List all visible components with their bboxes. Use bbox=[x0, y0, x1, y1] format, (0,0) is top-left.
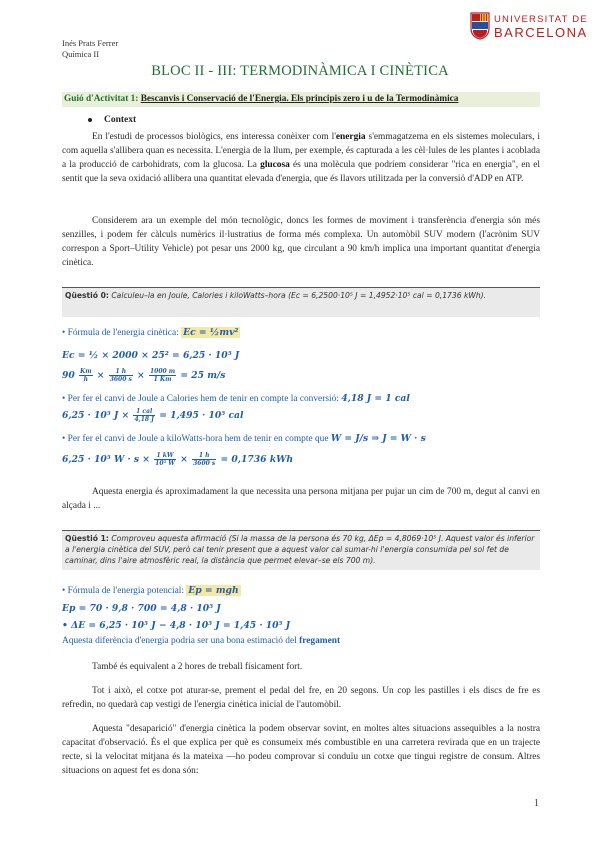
paragraph-3: Aquesta energia és aproximadament la que necessita una persona mitjana per pujar un cim de 700 m, degut al canvi en alçada i ... bbox=[62, 487, 540, 512]
calorie-conversion-label: • Per fer el canvi de Joule a Calories hem de tenir en compte la conversió: bbox=[62, 394, 342, 404]
author-name: Inés Prats Ferrer bbox=[62, 38, 119, 48]
university-logo bbox=[470, 12, 588, 44]
fraction-h-s bbox=[109, 368, 133, 383]
context-heading bbox=[88, 115, 136, 125]
kinetic-formula: Ec = ½mv² bbox=[183, 327, 239, 338]
kwh-conversion-relation: W = J/s ⇒ J = W · s bbox=[330, 433, 426, 444]
p1-bold-glucosa: glucosa bbox=[260, 160, 290, 171]
kwh-eq-left: 6,25 · 10⁵ W · s × bbox=[62, 454, 150, 465]
speed-conversion-equation: 90 $\frac{Km}{h}$ × $\frac{1 h}{3600 s}$ × $\frac{1000 m}{1 Km}$ = 25 m/s bbox=[62, 368, 226, 383]
kinetic-formula-label: • Fórmula de l'energia cinètica: bbox=[62, 328, 182, 338]
activity-guide-banner bbox=[62, 92, 540, 107]
question-1-text: Comproveu aquesta afirmació (Si la massa de la persona és 70 kg, ΔEp = 4,8069·10⁵ J. Aquest valor és inferior a l'energia cinètica del SUV, però cal tenir present que a aquest valor cal sumar-hi l'energia consumida pel sol fet de caminar, dins l'aire atmosfèric real, la distància que permet elevar–se els 700 m). bbox=[65, 534, 535, 565]
fraction-kw-w bbox=[154, 452, 176, 467]
frac-den: 4,18 J bbox=[134, 416, 154, 423]
kinetic-formula-line bbox=[62, 326, 240, 340]
frac-num: 1 cal bbox=[133, 408, 155, 416]
friction-estimation-note bbox=[62, 636, 340, 646]
friction-note-bold: fregament bbox=[299, 636, 341, 646]
frac-den: 10³ W bbox=[155, 460, 175, 467]
p1-text-c: s'emmagatzema en els sistemes moleculars, i com aquella s'allibera quan es necessita. L'energia de la llum, per exemple, és capturada a les cèl·lules de les plantes i acoblada a la producció de carbohidrats, com la glucosa. La bbox=[62, 132, 540, 171]
p1-text-e: és una molècula que podríem considerar "rica en energia", en el sentit que la seva oxidació allibera una quantitat elevada d'energia, que és llavors utilitzada per la conversió d'ADP en ATP. bbox=[62, 160, 540, 185]
potential-formula: Ep = mgh bbox=[188, 585, 239, 596]
paragraph-1 bbox=[62, 130, 540, 186]
context-heading-text: Context bbox=[104, 115, 137, 125]
speed-result: = 25 m/s bbox=[180, 370, 226, 381]
bullet-icon bbox=[88, 118, 92, 122]
page-title: BLOC II - III: TERMODINÀMICA I CINÈTICA bbox=[151, 63, 449, 79]
speed-value: 90 bbox=[62, 370, 75, 381]
frac-num: Km bbox=[80, 368, 92, 375]
logo-text-line2: BARCELONA bbox=[494, 25, 588, 40]
friction-note-text: Aquesta diferència d'energia podria ser una bona estimació del bbox=[62, 636, 300, 646]
kwh-eq-result: = 0,1736 kWh bbox=[220, 454, 294, 465]
paragraph-6: Aquesta "desaparició" d'energia cinètica la podem observar sovint, en moltes altes situacions assequibles a la nostra capacitat d'observació. És el que explica per què es consumeix més combustible en una carretera revirada que en un trajecte recte, si la velocitat mitjana és la mateixa —ho podeu comprovar si conduïu un cotxe que tingui registre de consum. Altres situacions on aquest fet es dona són: bbox=[62, 724, 540, 777]
paragraph-4: També és equivalent a 2 hores de treball físicament fort. bbox=[92, 662, 303, 672]
frac-num: 1 h bbox=[192, 452, 216, 460]
frac-num: 1000 m bbox=[149, 368, 176, 375]
potential-formula-line bbox=[62, 584, 241, 598]
kwh-conversion-label: • Per fer el canvi de Joule a kiloWatts-hora hem de tenir en compte que bbox=[62, 434, 331, 444]
kwh-equation: 6,25 · 10⁵ W · s × $\frac{1 kW}{\text{10³ W}}$ × $\frac{1 h}{3600 s}$ = 0,1736 kWh bbox=[62, 452, 294, 467]
calorie-eq-left: 6,25 · 10⁵ J × bbox=[62, 410, 130, 421]
kwh-conversion-line bbox=[62, 432, 426, 446]
fraction-m-km bbox=[149, 368, 176, 383]
calorie-conversion-factor: 4,18 J = 1 cal bbox=[341, 393, 410, 404]
frac-num: 1 kW bbox=[154, 452, 176, 460]
fraction-h-s-2 bbox=[192, 452, 216, 467]
paragraph-2: Considerem ara un exemple del món tecnològic, doncs les formes de moviment i transferència d'energia són més senzilles, i podem fer càlculs numèrics il·lustratius de forma més complexa. Un automòbil SUV modern (l'acrònim SUV correspon a Sport–Utility Vehicle) pot pesar uns 2000 kg, que circulant a 90 km/h implica una important quantitat d'energia cinètica. bbox=[62, 216, 540, 269]
fraction-cal-j bbox=[133, 408, 155, 423]
calorie-equation bbox=[62, 408, 244, 423]
question-1-label: Qüestió 1: bbox=[65, 534, 109, 543]
page-number: 1 bbox=[534, 798, 539, 809]
fraction-km-h bbox=[79, 368, 93, 383]
question-0-box bbox=[62, 287, 540, 317]
frac-den: h bbox=[83, 376, 88, 383]
guide-prefix: Guió d'Activitat 1: bbox=[64, 94, 139, 104]
guide-text: Bescanvis i Conservació de l'Energia. Els principis zero i u de la Termodinàmica bbox=[140, 94, 459, 104]
frac-den: 3600 s bbox=[109, 376, 132, 383]
frac-den: 3600 s bbox=[193, 460, 216, 467]
potential-formula-label: • Fórmula de l'energia potencial: bbox=[62, 586, 187, 596]
kinetic-energy-equation: Ec = ½ × 2000 × 25² = 6,25 · 10⁵ J bbox=[62, 350, 240, 361]
p1-text-a: En l'estudi de processos biològics, ens interessa conèixer com l' bbox=[92, 132, 336, 142]
calorie-eq-result: = 1,495 · 10⁵ cal bbox=[159, 410, 244, 421]
frac-den: 1 Km bbox=[153, 376, 172, 383]
potential-energy-equation: Ep = 70 · 9,8 · 700 = 4,8 · 10⁵ J bbox=[62, 603, 221, 614]
p1-bold-energia: energia bbox=[335, 132, 366, 142]
energy-difference-equation: • ΔE = 6,25 · 10⁵ J − 4,8 · 10⁵ J = 1,45 · 10⁵ J bbox=[62, 620, 291, 631]
shield-icon bbox=[470, 12, 490, 40]
author-block bbox=[62, 38, 118, 60]
frac-num: 1 h bbox=[109, 368, 133, 376]
question-1-box bbox=[62, 530, 540, 570]
subject-name: Química II bbox=[62, 49, 100, 59]
logo-text-line1: UNIVERSITAT DE bbox=[494, 14, 588, 25]
question-0-label: Qüestió 0: bbox=[65, 291, 109, 300]
question-0-text: Calculeu–la en Joule, Calories i kiloWatts–hora (Ec = 6,2500·10⁵ J = 1,4952·10⁵ cal = 0,1736 kWh). bbox=[111, 291, 487, 300]
paragraph-5: Tot i això, el cotxe pot aturar-se, prement el pedal del fre, en 20 segons. Un cop les pastilles i els discs de fre es refredin, no quedarà cap vestigi de l'energia cinètica inicial de l'automòbil. bbox=[62, 686, 540, 711]
calorie-conversion-line bbox=[62, 392, 410, 406]
